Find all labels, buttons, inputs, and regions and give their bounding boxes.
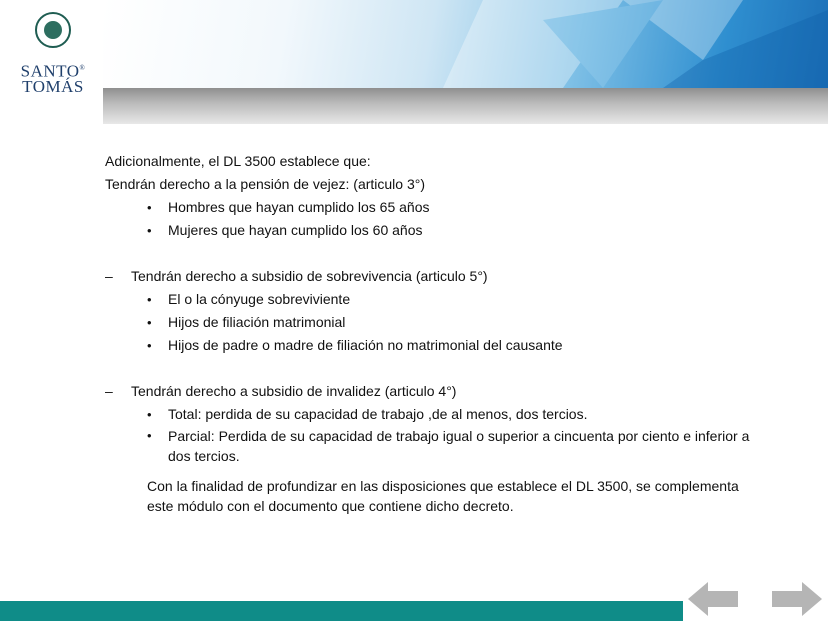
list-item: • Hombres que hayan cumplido los 65 años: [105, 196, 765, 219]
slide-content: [105, 150, 765, 516]
logo-seal-icon: [35, 12, 71, 48]
list-item: • Parcial: Perdida de su capacidad de trabajo igual o superior a cincuenta por ciento e inferior a dos tercios.: [105, 426, 765, 466]
list-item: • Total: perdida de su capacidad de trabajo ,de al menos, dos tercios.: [105, 403, 765, 426]
arrow-left-icon: [688, 578, 738, 620]
previous-slide-button[interactable]: [688, 578, 738, 620]
santo-tomas-logo: [8, 12, 98, 94]
header-gray-bar: [103, 88, 828, 124]
closing-note: Con la finalidad de profundizar en las disposiciones que establece el DL 3500, se complementa este módulo con el documento que contiene dicho decreto.: [147, 478, 739, 514]
header-banner: [103, 0, 828, 88]
list-item: • El o la cónyuge sobreviviente: [105, 288, 765, 311]
section1-title: Tendrán derecho a la pensión de vejez: (articulo 3°): [105, 176, 426, 192]
list-item: • Hijos de padre o madre de filiación no matrimonial del causante: [105, 334, 765, 357]
intro-text: Adicionalmente, el DL 3500 establece que:: [105, 153, 371, 169]
footer-bar: [0, 601, 683, 621]
section3-title: – Tendrán derecho a subsidio de invalidez (articulo 4°): [105, 380, 765, 403]
logo-line1: SANTO: [20, 61, 80, 81]
list-item: • Hijos de filiación matrimonial: [105, 311, 765, 334]
section2-title: – Tendrán derecho a subsidio de sobrevivencia (articulo 5°): [105, 265, 765, 288]
banner-decoration: [103, 0, 828, 88]
logo-registered-mark: ®: [79, 64, 86, 72]
arrow-right-icon: [772, 578, 822, 620]
list-item: • Mujeres que hayan cumplido los 60 años: [105, 219, 765, 242]
logo-line2: TOMÁS: [22, 76, 84, 96]
next-slide-button[interactable]: [772, 578, 822, 620]
